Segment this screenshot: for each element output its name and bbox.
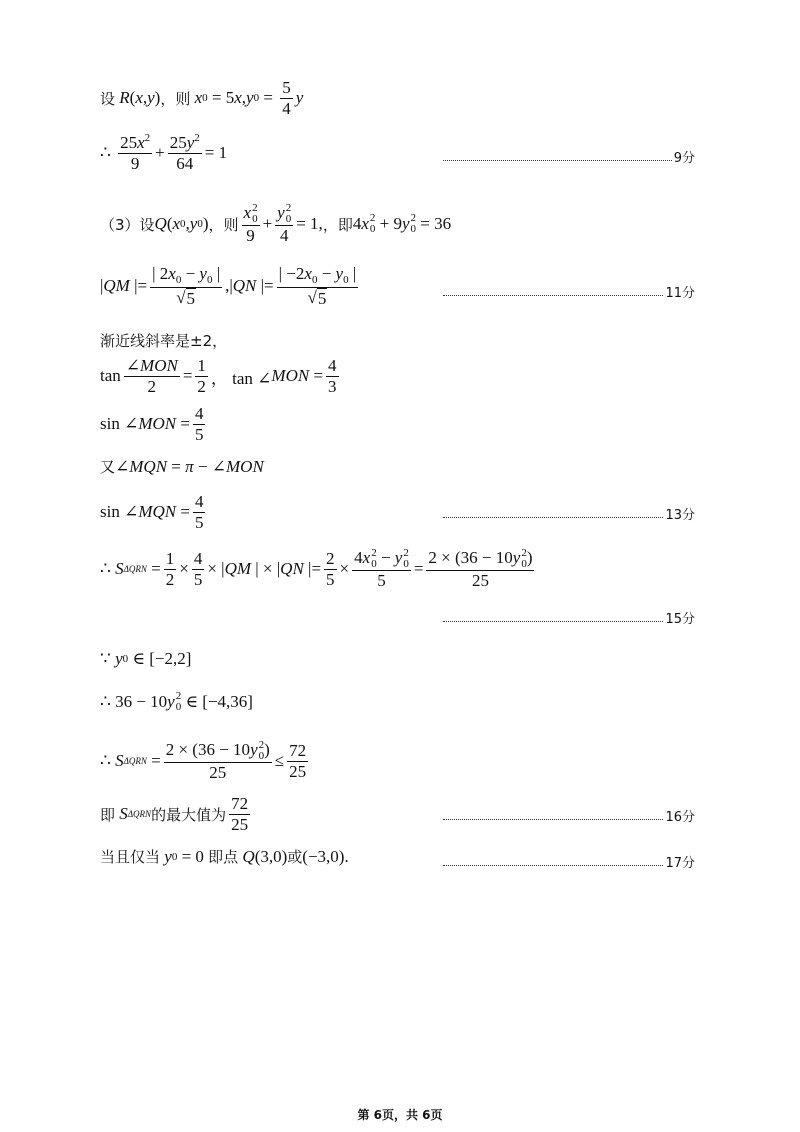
score-9: 9分 [443, 147, 695, 166]
line-QM-QN: | QM |= | $2x_0 - y_0$ | √ 5 ,| QN |= | $-2x_0 - y_0$ | √ 5 [100, 264, 357, 308]
line-tan: tan $\frac{\text{∠MON}}{2}$ = $\frac{1}{2}$ ， tan ∠ MON = $\frac{4}{3}$ [100, 356, 337, 396]
text-dangqiejindang: 当且仅当 [100, 848, 161, 866]
text-ji2: 即 [100, 805, 116, 824]
text-huo: 或 [287, 848, 303, 866]
score-17: 17分 [443, 852, 695, 871]
text-jidian: 即点 [208, 848, 239, 866]
line-set-R: 设 R ( x , y ) ，则 x 0 = 5 x , y 0 = $\frac{5}{4}$ y [100, 78, 304, 118]
line-y0-range: ∵ y 0 ∈ [−2,2] [100, 649, 192, 668]
text-she: 设 [100, 89, 116, 108]
line-angle-MQN: 又 ∠ MQN = π − ∠ MON [100, 456, 264, 476]
line-sin-MQN: sin ∠ MQN = $\frac{4}{5}$ [100, 492, 204, 532]
text-ze: ，则 [160, 89, 191, 108]
line-final: 当且仅当 y 0 = 0 即点 Q (3,0) 或 (−3,0) . [100, 846, 349, 866]
line-max-value: 即 S ΔQRN 的最大值为 $\frac{72}{25}$ [100, 794, 249, 834]
line-area: ∴ S ΔQRN = $\frac{1}{2}$ × $\frac{4}{5}$ × | QM | × | QN |= $\frac{2}{5}$ × 4x 2 0 − y 2 0 5 = 2 × (36 − 10y 2 0 ) 25 [100, 547, 533, 591]
score-15: 15分 [443, 608, 695, 627]
text-ze2: ，则 [208, 215, 239, 234]
line-asymptote [100, 330, 227, 351]
text-max: 的最大值为 [151, 805, 227, 824]
line-sin-MON: sin ∠ MON = $\frac{4}{5}$ [100, 404, 204, 444]
line-max: ∴ S ΔQRN = 2 × (36 − 10y 2 0 ) 25 ≤ $\frac{72}{25}$ [100, 739, 307, 783]
line-ellipse-R: ∴ $\frac{25x^2}{9}$ + $\frac{25y^2}{64}$ = 1 [100, 132, 228, 173]
text-asymptote: 渐近线斜率是±2， [100, 332, 228, 350]
text-ji: ，即 [322, 215, 353, 234]
text-part3: （3）设 [100, 215, 155, 234]
score-11: 11分 [443, 282, 695, 301]
score-13: 13分 [443, 504, 695, 523]
text-period: . [344, 846, 349, 866]
page-footer: 第 6页，共 6页 [357, 1108, 443, 1122]
text-you: 又 [100, 458, 116, 476]
line-part3: （3）设 Q ( x 0 , y 0 ) ，则 x 2 0 9 + y 2 0 4 = 1, ，即 4 x 2 0 + 9 y 2 0 = 36 [100, 202, 452, 246]
score-16: 16分 [443, 806, 695, 825]
line-range: ∴ 36 − 10 y 2 0 ∈ [−4,36] [100, 690, 253, 713]
